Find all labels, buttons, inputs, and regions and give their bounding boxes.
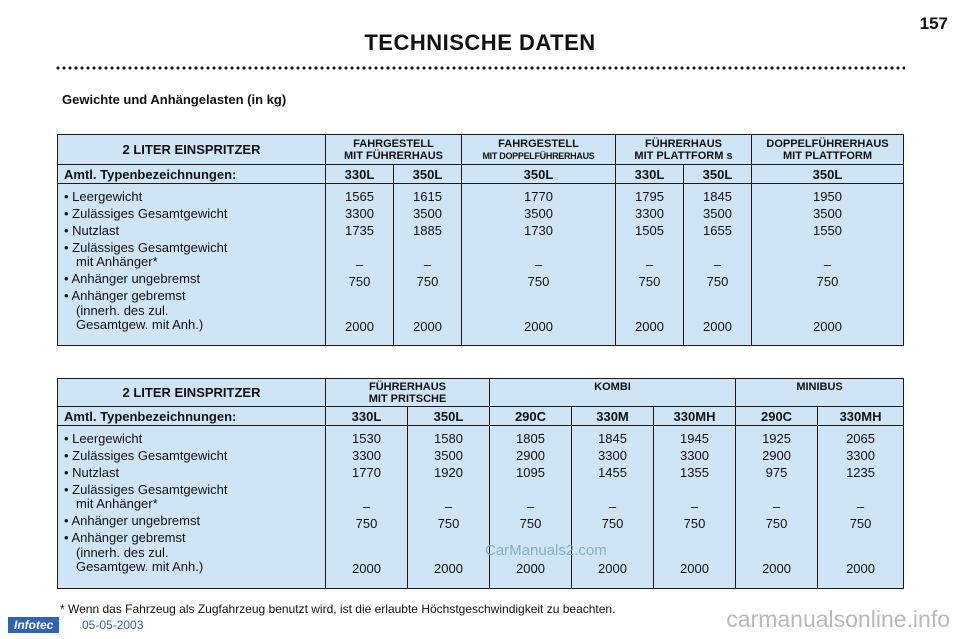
brand-badge: Infotec: [8, 617, 59, 633]
value-column: [408, 426, 490, 589]
value-cell: 750: [706, 274, 729, 289]
value-cell: 1565: [345, 189, 374, 204]
value-cell: 1770: [524, 189, 553, 204]
value-cell: –: [713, 257, 722, 272]
value-cell: 1845: [703, 189, 732, 204]
value-cell: 3300: [635, 206, 664, 221]
value-cell: 2000: [703, 319, 732, 334]
value-cell: 1925: [762, 431, 791, 446]
type-designation-label: Amtl. Typenbezeichnungen:: [58, 407, 326, 426]
type-code: 330L: [616, 165, 684, 184]
value-column: [326, 426, 408, 589]
value-cell: 750: [519, 516, 542, 531]
value-cell: 1735: [345, 223, 374, 238]
weights-table-1: [57, 134, 904, 346]
type-code: 350L: [752, 165, 904, 184]
value-column: [616, 184, 684, 346]
value-column: [818, 426, 904, 589]
value-column: [394, 184, 462, 346]
value-cell: 1945: [680, 431, 709, 446]
value-cell: –: [355, 257, 364, 272]
type-code: 330MH: [818, 407, 904, 426]
value-cell: 2000: [813, 319, 842, 334]
value-cell: –: [645, 257, 654, 272]
value-cell: –: [690, 499, 699, 514]
type-code: 330L: [326, 165, 394, 184]
dotted-divider: [55, 66, 905, 70]
value-cell: 1655: [703, 223, 732, 238]
value-cell: 750: [638, 274, 661, 289]
section-subtitle: Gewichte und Anhängelasten (in kg): [62, 92, 287, 107]
value-cell: 1505: [635, 223, 664, 238]
page-title: TECHNISCHE DATEN: [364, 30, 596, 55]
type-code: 350L: [408, 407, 490, 426]
value-cell: 750: [849, 516, 872, 531]
value-cell: 1885: [413, 223, 442, 238]
weights-table-2: [57, 378, 904, 589]
value-column: [490, 426, 572, 589]
value-column: [462, 184, 616, 346]
value-cell: 975: [765, 465, 788, 480]
value-cell: 2000: [598, 561, 627, 576]
site-watermark: carmanualsonline.info: [726, 606, 950, 632]
value-cell: 1580: [434, 431, 463, 446]
type-code: 290C: [490, 407, 572, 426]
value-column: [326, 184, 394, 346]
value-cell: 1550: [813, 223, 842, 238]
value-cell: 750: [416, 274, 439, 289]
group-header: DOPPELFÜHRERHAUS MIT PLATTFORM: [752, 135, 904, 165]
value-cell: 1455: [598, 465, 627, 480]
type-code: 350L: [684, 165, 752, 184]
value-cell: 750: [765, 516, 788, 531]
value-cell: 2000: [352, 561, 381, 576]
value-cell: 2000: [846, 561, 875, 576]
value-cell: 1530: [352, 431, 381, 446]
value-cell: –: [534, 257, 543, 272]
value-cell: 2000: [516, 561, 545, 576]
value-cell: 750: [816, 274, 839, 289]
value-cell: 1235: [846, 465, 875, 480]
type-code: 350L: [462, 165, 616, 184]
value-cell: 3500: [413, 206, 442, 221]
engine-header: 2 LITER EINSPRITZER: [58, 379, 326, 407]
value-cell: 1615: [413, 189, 442, 204]
value-column: [736, 426, 818, 589]
type-code: 290C: [736, 407, 818, 426]
value-cell: 1770: [352, 465, 381, 480]
value-cell: 750: [683, 516, 706, 531]
value-cell: 3300: [680, 448, 709, 463]
value-cell: 1920: [434, 465, 463, 480]
value-cell: 1730: [524, 223, 553, 238]
type-code: 330MH: [654, 407, 736, 426]
row-labels: • Leergewicht • Zulässiges Gesamtgewicht • Nutzlast • Zulässiges Gesamtgewicht mit Anhänger* • Anhänger ungebremst • Anhänger gebremst (innerh. des zul. Gesamtgew. mit Anh.): [58, 426, 326, 589]
type-code: 350L: [394, 165, 462, 184]
value-cell: 2000: [524, 319, 553, 334]
print-date: 05-05-2003: [82, 618, 144, 632]
value-cell: 750: [527, 274, 550, 289]
value-column: [752, 184, 904, 346]
value-cell: 2900: [516, 448, 545, 463]
value-cell: –: [362, 499, 371, 514]
watermark-text: CarManuals2.com: [485, 542, 607, 559]
value-cell: 750: [601, 516, 624, 531]
group-header: FAHRGESTELL MIT DOPPELFÜHRERHAUS: [462, 135, 616, 165]
type-code: 330L: [326, 407, 408, 426]
value-cell: 3500: [813, 206, 842, 221]
value-cell: 1355: [680, 465, 709, 480]
page-number: 157: [919, 14, 948, 33]
value-cell: 3300: [846, 448, 875, 463]
value-cell: 750: [355, 516, 378, 531]
value-cell: 3500: [434, 448, 463, 463]
group-header: FÜHRERHAUS MIT PLATTFORM s: [616, 135, 752, 165]
value-cell: –: [423, 257, 432, 272]
value-cell: –: [772, 499, 781, 514]
value-cell: 2000: [345, 319, 374, 334]
value-cell: 2000: [635, 319, 664, 334]
value-cell: 3300: [598, 448, 627, 463]
value-cell: –: [823, 257, 832, 272]
value-cell: –: [526, 499, 535, 514]
value-cell: 1095: [516, 465, 545, 480]
value-cell: 1845: [598, 431, 627, 446]
group-header: KOMBI: [490, 379, 736, 407]
type-designation-label: Amtl. Typenbezeichnungen:: [58, 165, 326, 184]
value-cell: 2000: [762, 561, 791, 576]
value-cell: 3300: [352, 448, 381, 463]
value-cell: –: [608, 499, 617, 514]
value-cell: –: [444, 499, 453, 514]
value-column: [572, 426, 654, 589]
value-cell: 1795: [635, 189, 664, 204]
value-cell: 2000: [434, 561, 463, 576]
value-cell: 2065: [846, 431, 875, 446]
engine-header: 2 LITER EINSPRITZER: [58, 135, 326, 165]
group-header: MINIBUS: [736, 379, 904, 407]
value-cell: 1950: [813, 189, 842, 204]
value-cell: 3500: [524, 206, 553, 221]
value-cell: 750: [348, 274, 371, 289]
group-header: FÜHRERHAUS MIT PRITSCHE: [326, 379, 490, 407]
value-cell: 1805: [516, 431, 545, 446]
value-cell: –: [856, 499, 865, 514]
value-cell: 2000: [680, 561, 709, 576]
value-cell: 2000: [413, 319, 442, 334]
value-cell: 3300: [345, 206, 374, 221]
group-header: FAHRGESTELL MIT FÜHRERHAUS: [326, 135, 462, 165]
type-code: 330M: [572, 407, 654, 426]
value-cell: 750: [437, 516, 460, 531]
value-column: [654, 426, 736, 589]
value-column: [684, 184, 752, 346]
footnote: * Wenn das Fahrzeug als Zugfahrzeug benutzt wird, ist die erlaubte Höchstgeschwindigkeit zu beachten.: [60, 602, 616, 616]
value-cell: 2900: [762, 448, 791, 463]
row-labels: • Leergewicht • Zulässiges Gesamtgewicht • Nutzlast • Zulässiges Gesamtgewicht mit Anhänger* • Anhänger ungebremst • Anhänger gebremst (innerh. des zul. Gesamtgew. mit Anh.): [58, 184, 326, 346]
value-cell: 3500: [703, 206, 732, 221]
